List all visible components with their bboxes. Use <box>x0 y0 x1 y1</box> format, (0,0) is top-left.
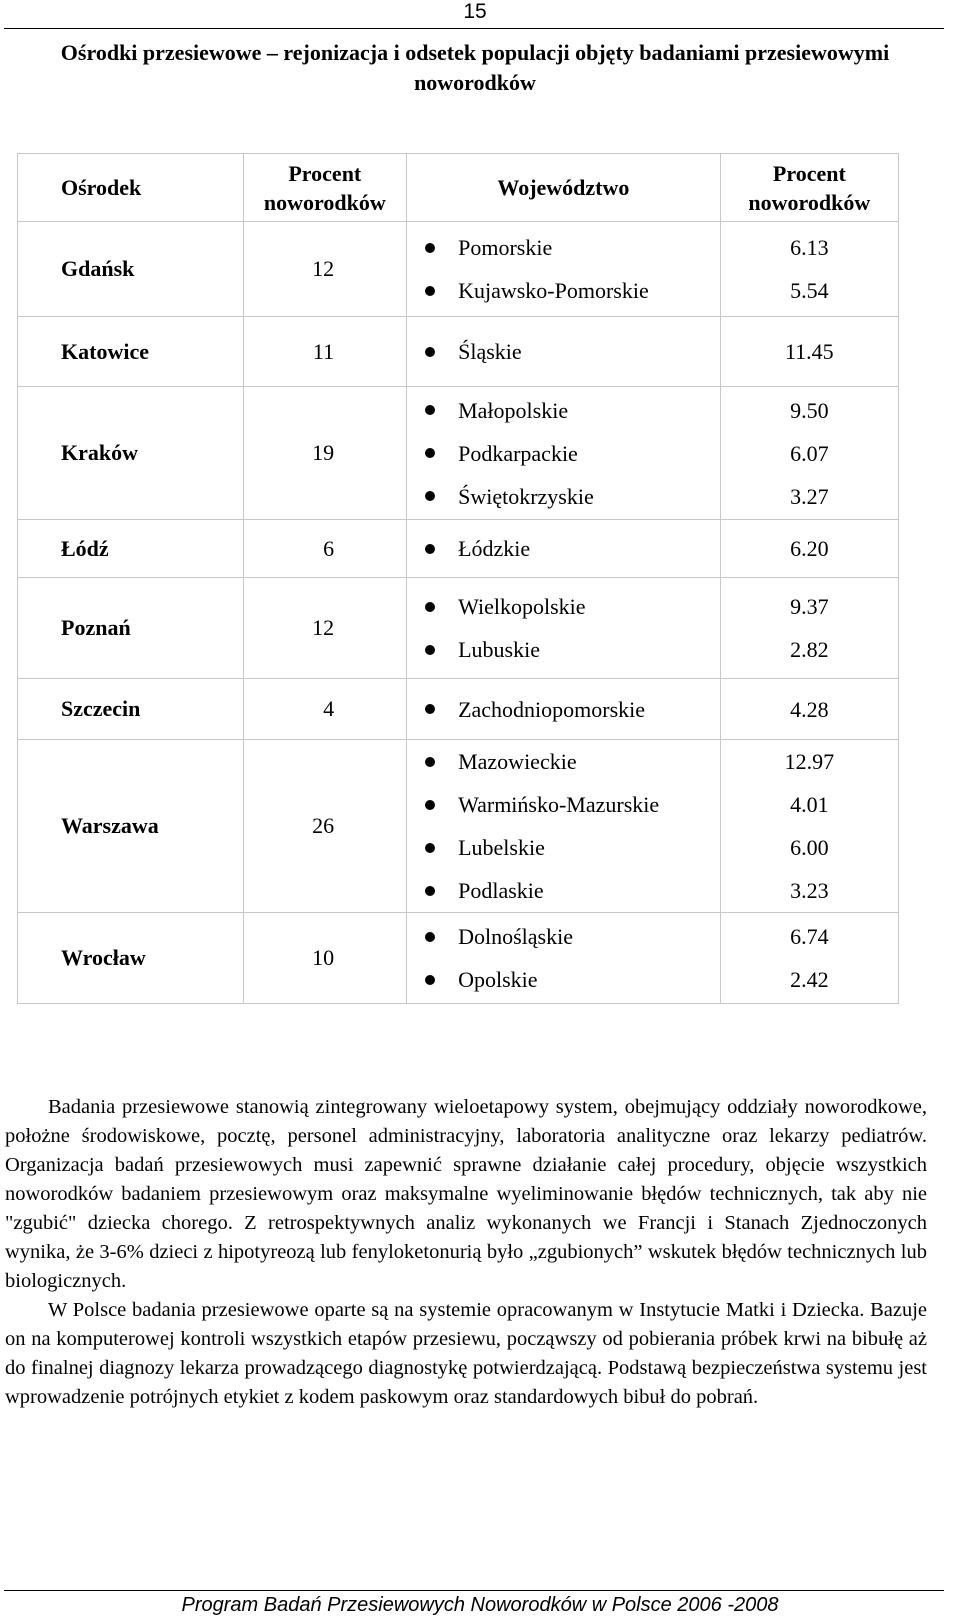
page-title: Ośrodki przesiewowe – rejonizacja i odsetek populacji objęty badaniami przesiewowymi noworodków <box>60 40 890 95</box>
center-percent: 11 <box>243 317 407 387</box>
region-percent: 12.97 <box>784 749 835 774</box>
region-name: Podlaskie <box>458 878 544 903</box>
region-percent: 6.00 <box>790 835 829 860</box>
bullet-icon <box>425 405 435 415</box>
region-percent: 6.74 <box>790 924 829 949</box>
center-name: Wrocław <box>18 913 244 1004</box>
region-percent-list <box>720 679 898 740</box>
center-percent: 12 <box>243 578 407 679</box>
region-item <box>425 475 720 518</box>
region-percent: 4.28 <box>790 696 829 722</box>
table-row <box>18 740 899 913</box>
region-list <box>407 679 721 740</box>
region-list <box>407 222 721 317</box>
region-percent: 3.27 <box>790 483 829 509</box>
bullet-icon <box>425 757 435 767</box>
bullet-icon <box>425 347 435 357</box>
center-name: Warszawa <box>18 740 244 913</box>
region-name: Śląskie <box>458 339 522 364</box>
region-percent: 2.82 <box>790 637 829 662</box>
region-percent: 6.07 <box>790 440 829 466</box>
bullet-icon <box>425 491 435 501</box>
table-row <box>18 317 899 387</box>
region-name: Podkarpackie <box>458 440 578 466</box>
region-item <box>425 915 720 958</box>
region-item <box>425 688 720 731</box>
center-name: Gdańsk <box>18 222 244 317</box>
screening-centers-table <box>17 153 899 1004</box>
center-name: Kraków <box>18 387 244 520</box>
region-item <box>425 628 720 671</box>
region-list <box>407 913 721 1004</box>
bullet-icon <box>425 886 435 896</box>
region-name: Mazowieckie <box>458 749 577 774</box>
center-name: Katowice <box>18 317 244 387</box>
region-item <box>425 783 720 826</box>
region-percent-list <box>720 222 898 317</box>
header-rule <box>4 28 944 29</box>
region-item <box>425 432 720 475</box>
bullet-icon <box>425 800 435 810</box>
region-percent: 11.45 <box>785 339 834 364</box>
region-item <box>425 226 720 269</box>
bullet-icon <box>425 704 435 714</box>
region-item <box>425 527 720 570</box>
region-name: Lubuskie <box>458 637 540 662</box>
region-percent: 9.50 <box>790 397 829 423</box>
table-row <box>18 387 899 520</box>
bullet-icon <box>425 286 435 296</box>
region-item <box>425 869 720 912</box>
region-percent-list <box>720 913 898 1004</box>
region-percent: 5.54 <box>790 278 829 303</box>
region-percent-list <box>720 317 898 387</box>
center-percent: 6 <box>243 520 407 578</box>
region-name: Kujawsko-Pomorskie <box>458 278 649 303</box>
table-row <box>18 578 899 679</box>
region-name: Dolnośląskie <box>458 924 573 949</box>
bullet-icon <box>425 243 435 253</box>
region-percent-list <box>720 520 898 578</box>
region-name: Zachodniopomorskie <box>458 696 646 722</box>
center-name: Łódź <box>18 520 244 578</box>
bullet-icon <box>425 448 435 458</box>
region-list <box>407 387 721 520</box>
region-name: Małopolskie <box>458 397 569 423</box>
bullet-icon <box>425 932 435 942</box>
region-percent: 6.20 <box>790 536 829 561</box>
region-name: Warmińsko-Mazurskie <box>458 792 660 817</box>
header-voivodeship-percent: Procent noworodków <box>720 154 898 222</box>
bullet-icon <box>425 975 435 985</box>
region-percent-list <box>720 387 898 520</box>
header-center: Ośrodek <box>18 154 244 222</box>
region-percent: 3.23 <box>790 878 829 903</box>
region-item <box>425 958 720 1001</box>
header-center-percent: Procent noworodków <box>243 154 407 222</box>
region-item <box>425 269 720 312</box>
region-item <box>425 389 720 432</box>
region-name: Łódzkie <box>458 536 531 561</box>
body-text <box>5 1093 927 1412</box>
region-item <box>425 740 720 783</box>
center-percent: 4 <box>243 679 407 740</box>
footer-rule <box>4 1590 944 1591</box>
center-percent: 26 <box>243 740 407 913</box>
region-name: Pomorskie <box>458 235 553 260</box>
bullet-icon <box>425 843 435 853</box>
header-voivodeship: Województwo <box>407 154 721 222</box>
paragraph: W Polsce badania przesiewowe oparte są na systemie opracowanym w Instytucie Matki i Dziecka. Bazuje on na komputerowej kontroli wszystkich etapów przesiewu, począwszy od pobierania próbek krwi na bibułę aż do finalnej diagnozy lekarza prowadzącego diagnostykę potwierdzającą. Podstawą bezpieczeństwa systemu jest wprowadzenie potrójnych etykiet z kodem paskowym oraz standardowych bibuł do pobrań. <box>5 1299 927 1408</box>
table-row <box>18 520 899 578</box>
center-percent: 19 <box>243 387 407 520</box>
region-list <box>407 578 721 679</box>
paragraph: Badania przesiewowe stanowią zintegrowany wieloetapowy system, obejmujący oddziały noworodkowe, położne środowiskowe, pocztę, personel administracyjny, laboratoria analityczne oraz lekarzy pediatrów. Organizacja badań przesiewowych musi zapewnić sprawne działanie całej procedury, objęcie wszystkich noworodków badaniem przesiewowym oraz maksymalne wyeliminowanie błędów technicznych, tak aby nie "zgubić" dziecka chorego. Z retrospektywnych analiz wykonanych we Francji i Stanach Zjednoczonych wynika, że 3-6% dzieci z hipotyreozą lub fenyloketonurią było „zgubionych” wskutek błędów technicznych lub biologicznych. <box>5 1096 927 1292</box>
table-row <box>18 679 899 740</box>
region-percent: 9.37 <box>790 594 829 619</box>
region-item <box>425 585 720 628</box>
region-percent: 4.01 <box>790 792 829 817</box>
region-percent: 6.13 <box>790 235 829 260</box>
bullet-icon <box>425 544 435 554</box>
table-row <box>18 222 899 317</box>
region-percent-list <box>720 740 898 913</box>
region-name: Lubelskie <box>458 835 545 860</box>
center-percent: 12 <box>243 222 407 317</box>
region-list <box>407 520 721 578</box>
region-percent-list <box>720 578 898 679</box>
center-name: Poznań <box>18 578 244 679</box>
region-percent: 2.42 <box>790 967 829 992</box>
region-list <box>407 317 721 387</box>
table-body <box>18 222 899 1004</box>
center-name: Szczecin <box>18 679 244 740</box>
footer: Program Badań Przesiewowych Noworodków w Polsce 2006 -2008 <box>181 1594 779 1616</box>
region-name: Wielkopolskie <box>458 594 586 619</box>
region-list <box>407 740 721 913</box>
center-percent: 10 <box>243 913 407 1004</box>
bullet-icon <box>425 602 435 612</box>
region-item <box>425 330 720 373</box>
bullet-icon <box>425 645 435 655</box>
region-item <box>425 826 720 869</box>
region-name: Świętokrzyskie <box>458 483 594 509</box>
table-row <box>18 913 899 1004</box>
page-number: 15 <box>463 0 487 23</box>
region-name: Opolskie <box>458 967 538 992</box>
